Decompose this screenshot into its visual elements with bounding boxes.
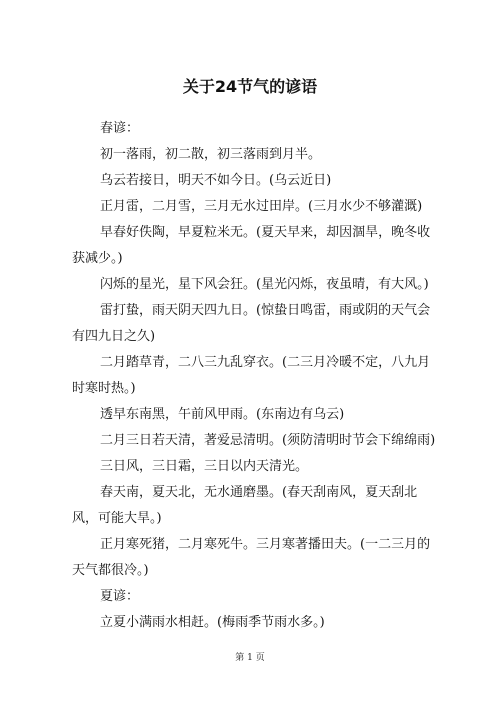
paragraph: 正月雷，二月雪，三月无水过田岸。(三月水少不够灌溉) [100, 199, 423, 214]
paragraph: 春谚： [100, 121, 140, 136]
paragraph: 早春好佚陶，早夏粒米无。(夏天早来，却因涸旱，晚冬收获减少。) [72, 225, 431, 266]
paragraph: 二月三日若天清，著爱忌清明。(须防清明时节会下绵绵雨) [100, 433, 436, 448]
paragraph: 乌云若接日，明天不如今日。(乌云近日) [100, 173, 332, 188]
paragraph: 立夏小满雨水相赶。(梅雨季节雨水多。) [100, 615, 325, 630]
page-number: 第 1 页 [235, 653, 265, 663]
document-body [72, 116, 436, 636]
paragraph: 二月踏草青，二八三九乱穿衣。(二三月冷暖不定，八九月时寒时热。) [72, 355, 431, 396]
paragraph: 雷打蛰，雨天阴天四九日。(惊蛰日鸣雷，雨或阴的天气会有四九日之久) [72, 303, 431, 344]
paragraph: 夏谚： [100, 589, 140, 604]
paragraph: 正月寒死猪，二月寒死牛。三月寒著播田夫。(一二三月的天气都很冷。) [72, 537, 431, 578]
paragraph: 透早东南黑，午前风甲雨。(东南边有乌云) [100, 407, 345, 422]
paragraph: 春天南，夏天北，无水通磨墨。(春天刮南风，夏天刮北风，可能大旱。) [72, 485, 418, 526]
paragraph: 闪烁的星光，星下风会狂。(星光闪烁，夜虽晴，有大风。) [100, 277, 429, 292]
document-title: 关于24节气的谚语 [182, 77, 318, 96]
paragraph: 初一落雨，初二散，初三落雨到月半。 [100, 147, 322, 162]
paragraph: 三日风，三日霜，三日以内天清光。 [100, 459, 309, 474]
